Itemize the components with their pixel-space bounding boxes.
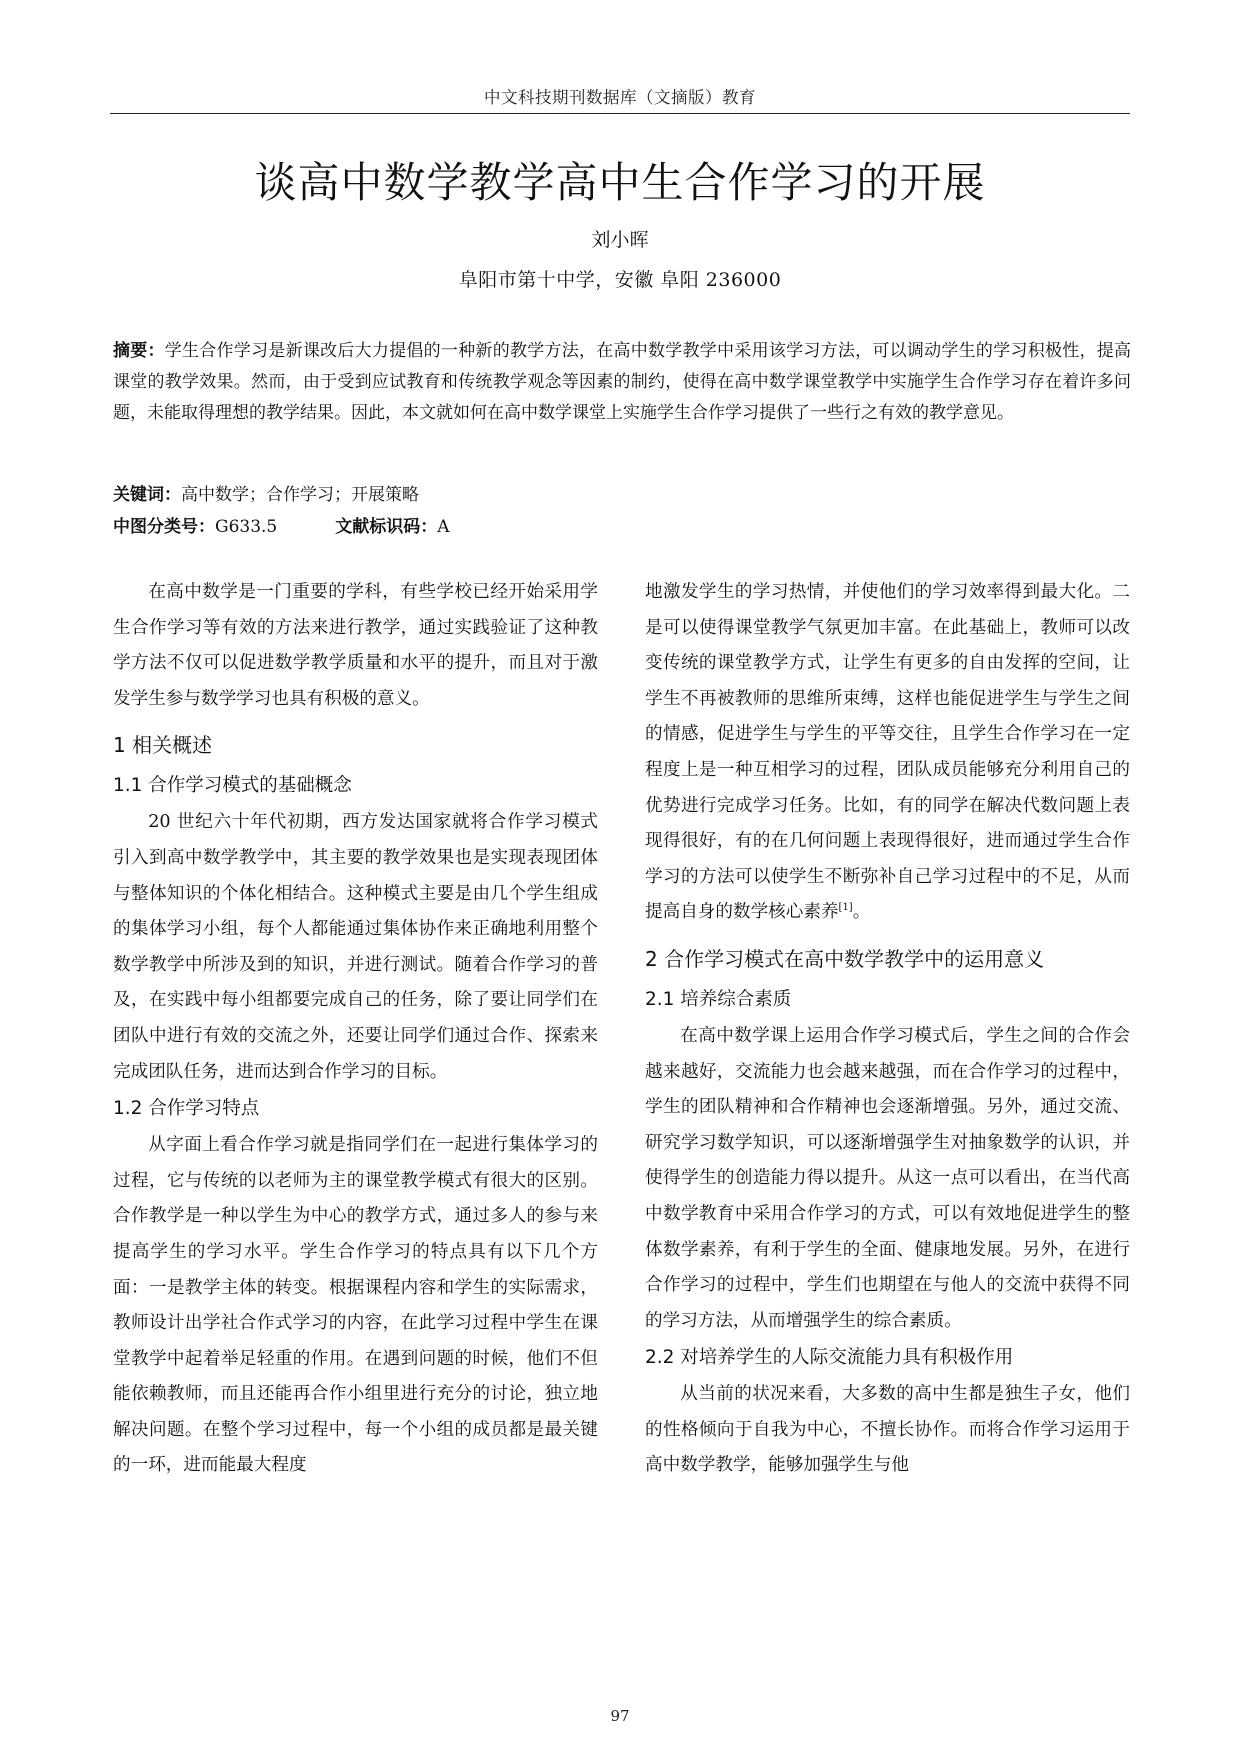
author-name: 刘小晖 — [591, 229, 649, 251]
clc-label: 中图分类号： — [113, 517, 215, 537]
section-1-1-heading: 1.1 合作学习模式的基础概念 — [113, 775, 352, 797]
doc-code-value: A — [437, 517, 450, 537]
keywords-label: 关键词： — [113, 485, 181, 505]
header-rule — [110, 113, 1130, 114]
section-1-2-heading: 1.2 合作学习特点 — [113, 1098, 260, 1120]
citation-1[interactable]: [1] — [838, 902, 853, 914]
section-2-1-paragraph: 在高中数学课上运用合作学习模式后，学生之间的合作会越来越好，交流能力也会越来越强，而在合作学习的过程中，学生的团队精神和合作精神也会逐渐增强。另外，通过交流、研究学习数学知识，可以逐渐增强学生对抽象数学的认识，并使得学生的创造能力得以提升。从这一点可以看出，在当代高中数学教育中采用合作学习的方式，可以有效地促进学生的整体数学素养，有利于学生的全面、健康地发展。另外，在进行合作学习的过程中，学生们也期望在与他人的交流中获得不同的学习方法，从而增强学生的综合素质。 — [645, 1025, 1130, 1331]
doc-code-label: 文献标识码： — [335, 517, 438, 537]
section-2-2-heading: 2.2 对培养学生的人际交流能力具有积极作用 — [645, 1347, 1014, 1369]
clc-value: G633.5 — [215, 517, 278, 537]
section-1-2-paragraph: 从字面上看合作学习就是指同学们在一起进行集体学习的过程，它与传统的以老师为主的课堂教学模式有很大的区别。合作教学是一种以学生为中心的教学方式，通过多人的参与来提高学生的学习水平。学生合作学习的特点具有以下几个方面：一是教学主体的转变。根据课程内容和学生的实际需求，教师设计出学社合作式学习的内容，在此学习过程中学生在课堂教学中起着举足轻重的作用。在遇到问题的时候，他们不但能依赖教师，而且还能再合作小组里进行充分的讨论，独立地解决问题。在整个学习过程中，每一个小组的成员都是最关键的一环，进而能最大程度 — [113, 1135, 598, 1476]
page-number: 97 — [610, 1707, 630, 1725]
abstract — [113, 336, 1131, 429]
section-1-1-paragraph: 20 世纪六十年代初期，西方发达国家就将合作学习模式引入到高中数学教学中，其主要的教学效果也是实现表现团体与整体知识的个体化相结合。这种模式主要是由几个学生组成的集体学习小组，每个人都能通过集体协作来正确地利用整个数学教学中所涉及到的知识，并进行测试。随着合作学习的普及，在实践中每小组都要完成自己的任务，除了要让同学们在团队中进行有效的交流之外，还要让同学们通过合作、探索来完成团队任务，进而达到合作学习的目标。 — [113, 812, 598, 1082]
classification-line — [113, 513, 1131, 541]
keywords-text: 高中数学；合作学习；开展策略 — [181, 485, 419, 505]
intro-paragraph: 在高中数学是一门重要的学科，有些学校已经开始采用学生合作学习等有效的方法来进行教学，通过实践验证了这种教学方法不仅可以促进数学教学质量和水平的提升，而且对于激发学生参与数学学习也具有积极的意义。 — [113, 582, 598, 709]
section-2-2-paragraph: 从当前的状况来看，大多数的高中生都是独生子女，他们的性格倾向于自我为中心，不擅长协作。而将合作学习运用于高中数学教学，能够加强学生与他 — [645, 1384, 1130, 1476]
paper-title: 谈高中数学教学高中生合作学习的开展 — [254, 158, 986, 207]
section-2-1-heading: 2.1 培养综合素质 — [645, 988, 792, 1010]
keywords — [113, 481, 1131, 509]
section-2-heading: 2 合作学习模式在高中数学教学中的运用意义 — [645, 946, 1045, 971]
abstract-label: 摘要： — [113, 341, 165, 361]
continued-paragraph — [645, 575, 1130, 931]
left-column — [113, 575, 598, 1484]
section-1-heading: 1 相关概述 — [113, 733, 213, 758]
continued-end: 。 — [852, 902, 871, 923]
abstract-text: 学生合作学习是新课改后大力提倡的一种新的教学方法，在高中数学教学中采用该学习方法，可以调动学生的学习积极性，提高课堂的教学效果。然而，由于受到应试教育和传统教学观念等因素的制约，使得在高中数学课堂教学中实施学生合作学习存在着许多问题，未能取得理想的教学结果。因此，本文就如何在高中数学课堂上实施学生合作学习提供了一些行之有效的教学意见。 — [113, 341, 1132, 423]
right-column — [645, 575, 1130, 1484]
continued-text: 地激发学生的学习热情，并使他们的学习效率得到最大化。二是可以使得课堂教学气氛更加丰富。在此基础上，教师可以改变传统的课堂教学方式，让学生有更多的自由发挥的空间，让学生不再被教师的思维所束缚，这样也能促进学生与学生之间的情感，促进学生与学生的平等交往，且学生合作学习在一定程度上是一种互相学习的过程，团队成员能够充分利用自己的优势进行完成学习任务。比如，有的同学在解决代数问题上表现得很好，有的在几何问题上表现得很好，进而通过学生合作学习的方法可以使学生不断弥补自己学习过程中的不足，从而提高自身的数学核心素养 — [645, 582, 1130, 923]
author-affiliation: 阜阳市第十中学，安徽 阜阳 236000 — [458, 269, 782, 291]
journal-header: 中文科技期刊数据库（文摘版）教育 — [484, 88, 756, 107]
